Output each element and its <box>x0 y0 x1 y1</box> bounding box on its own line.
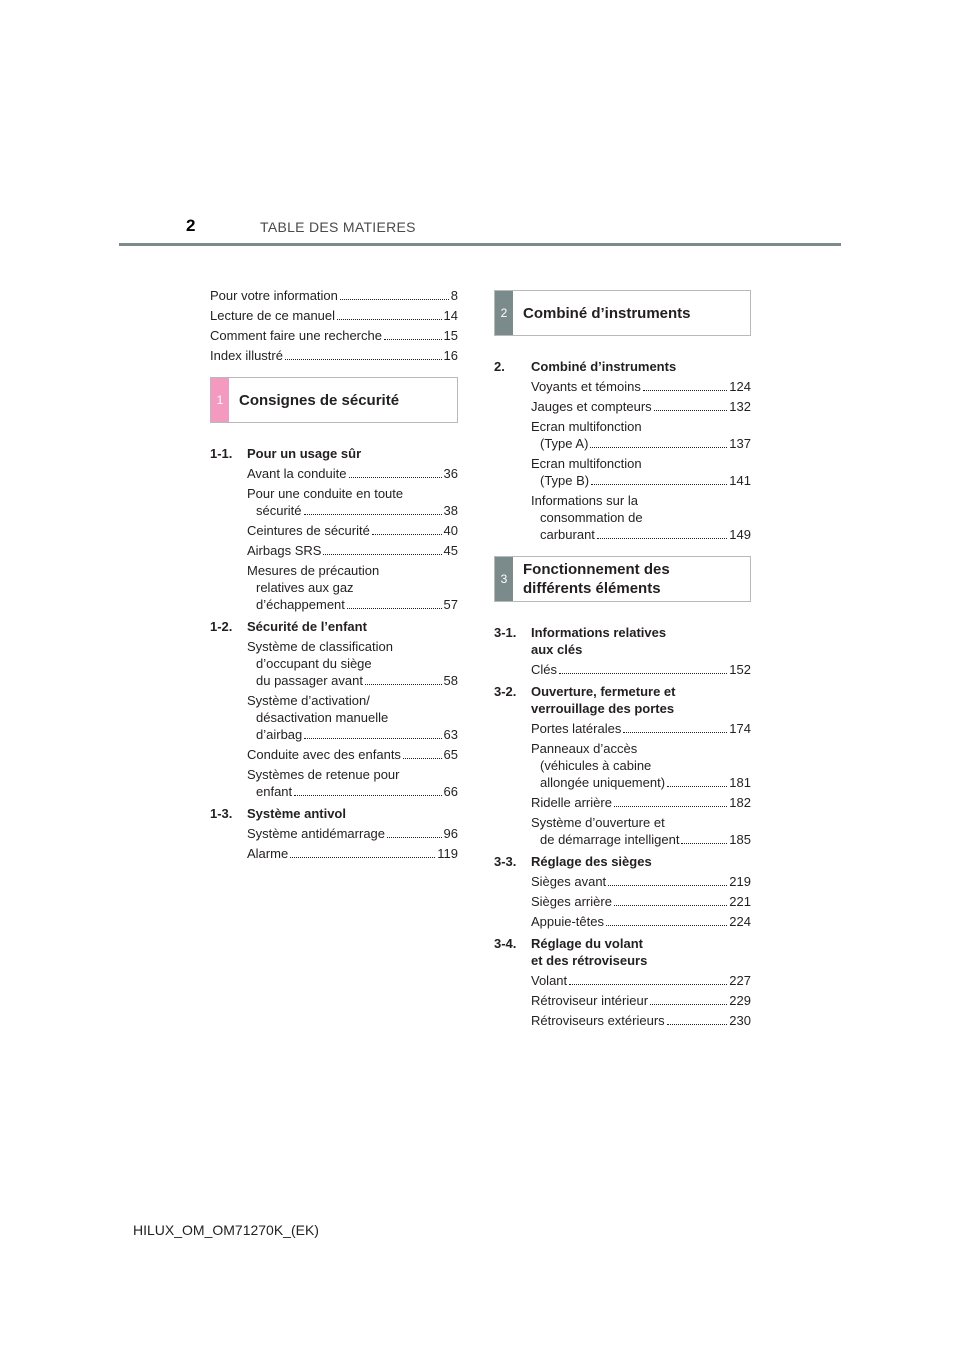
entry-title: Sièges avant <box>531 874 607 889</box>
section-heading[interactable] <box>494 683 751 717</box>
toc-entry-group <box>494 992 751 1009</box>
page-ref: 137 <box>729 436 751 451</box>
page-ref: 15 <box>443 328 458 343</box>
section-number: 3-4. <box>494 936 517 951</box>
toc-entry-group <box>494 418 751 452</box>
page-ref: 40 <box>443 523 458 538</box>
toc-entry-group <box>494 1012 751 1029</box>
entry-title-line: Ecran multifonction <box>531 456 642 471</box>
dot-leader <box>623 732 727 733</box>
entry-title: Jauges et compteurs <box>531 399 652 414</box>
chapter-1-heading[interactable] <box>210 377 458 423</box>
section-heading[interactable] <box>494 853 751 870</box>
section-title: Réglage du volant et des rétroviseurs <box>531 936 648 968</box>
toc-entry-group <box>210 465 458 482</box>
page-ref: 63 <box>443 727 458 742</box>
entry-title-line: Systèmes de retenue pour <box>247 767 400 782</box>
section-number: 1-3. <box>210 806 233 821</box>
chapter-1-sections <box>210 445 458 862</box>
entry-title-line: Système d’activation/ <box>247 693 370 708</box>
toc-entry[interactable] <box>210 307 458 324</box>
section-heading[interactable] <box>494 624 751 658</box>
dot-leader <box>608 885 727 886</box>
toc-entry-group <box>210 542 458 559</box>
entry-title: Comment faire une recherche <box>210 328 382 343</box>
entry-title: Index illustré <box>210 348 283 363</box>
entry-title: (Type B) <box>540 473 590 488</box>
dot-leader <box>654 410 728 411</box>
chapter-title: Fonctionnement des différents éléments <box>523 561 670 597</box>
toc-entry[interactable] <box>247 502 458 519</box>
entry-title: Rétroviseur intérieur <box>531 993 649 1008</box>
page-ref: 152 <box>729 662 751 677</box>
section-title: Réglage des sièges <box>531 854 652 869</box>
entry-title: Avant la conduite <box>247 466 347 481</box>
page-ref: 57 <box>443 597 458 612</box>
dot-leader <box>304 738 441 739</box>
page-title: TABLE DES MATIERES <box>260 219 416 235</box>
section-heading[interactable] <box>210 445 458 462</box>
page-ref: 38 <box>443 503 458 518</box>
toc-entry[interactable] <box>531 526 751 543</box>
entry-title: Sièges arrière <box>531 894 612 909</box>
dot-leader <box>597 538 727 539</box>
entry-title-line: Système de classification <box>247 639 393 654</box>
entry-title-line: Système d’ouverture et <box>531 815 665 830</box>
page-ref: 45 <box>443 543 458 558</box>
page-ref: 36 <box>443 466 458 481</box>
section-heading[interactable] <box>210 618 458 635</box>
toc-entry-group <box>494 972 751 989</box>
dot-leader <box>384 339 442 340</box>
toc-entry[interactable] <box>247 783 458 800</box>
toc-entry[interactable] <box>531 1012 751 1029</box>
dot-leader <box>347 608 442 609</box>
chapter-2-sections <box>494 358 751 543</box>
toc-entry[interactable] <box>247 596 458 613</box>
entry-title-line: Informations sur la <box>531 493 638 508</box>
section-number: 2. <box>494 359 505 374</box>
toc-entry-group <box>494 492 751 543</box>
toc-entry[interactable] <box>210 287 458 304</box>
page-ref: 119 <box>437 846 458 861</box>
dot-leader <box>643 390 727 391</box>
dot-leader <box>606 925 727 926</box>
entry-title: Pour votre information <box>210 288 338 303</box>
toc-entry[interactable] <box>247 522 458 539</box>
entry-title: Système antidémarrage <box>247 826 386 841</box>
toc-entry-group <box>210 845 458 862</box>
toc-entry-group <box>210 692 458 743</box>
dot-leader <box>349 477 442 478</box>
page-ref: 96 <box>443 826 458 841</box>
page-ref: 229 <box>729 993 751 1008</box>
page-ref: 141 <box>729 473 751 488</box>
chapter-title: Combiné d’instruments <box>523 304 691 322</box>
toc-entry[interactable] <box>531 972 751 989</box>
toc-entry[interactable] <box>210 347 458 364</box>
section-heading[interactable] <box>210 805 458 822</box>
toc-entry[interactable] <box>531 378 751 395</box>
toc-entry[interactable] <box>531 720 751 737</box>
entry-title: d’airbag <box>256 727 303 742</box>
entry-title: d’échappement <box>256 597 345 612</box>
dot-leader <box>614 905 727 906</box>
page-number: 2 <box>186 216 196 235</box>
page-ref: 230 <box>729 1013 751 1028</box>
entry-title: Alarme <box>247 846 289 861</box>
toc-entry-group <box>210 825 458 842</box>
section-number: 1-1. <box>210 446 233 461</box>
toc-entry[interactable] <box>247 825 458 842</box>
toc-entry-group <box>494 720 751 737</box>
section-title: Sécurité de l’enfant <box>247 619 367 634</box>
toc-entry-group <box>210 766 458 800</box>
dot-leader <box>403 758 442 759</box>
toc-entry-group <box>210 638 458 689</box>
toc-entry-group <box>210 746 458 763</box>
chapter-3-sections <box>494 624 751 1029</box>
entry-title: carburant <box>540 527 595 542</box>
page-ref: 8 <box>450 288 458 303</box>
entry-title: (Type A) <box>540 436 589 451</box>
entry-title-line: d’occupant du siège <box>256 656 372 671</box>
chapter-title: Consignes de sécurité <box>239 391 400 409</box>
toc-entry-group <box>494 378 751 395</box>
dot-leader <box>667 1024 728 1025</box>
page-ref: 124 <box>729 379 751 394</box>
toc-entry-group <box>494 455 751 489</box>
toc-entry-group <box>494 873 751 890</box>
dot-leader <box>294 795 441 796</box>
toc-entry[interactable] <box>531 398 751 415</box>
page-ref: 181 <box>729 775 751 790</box>
page-ref: 132 <box>729 399 751 414</box>
entry-title: Voyants et témoins <box>531 379 641 394</box>
toc-entry-group <box>210 562 458 613</box>
section-heading[interactable] <box>494 358 751 375</box>
section-title: Système antivol <box>247 806 346 821</box>
dot-leader <box>569 984 727 985</box>
toc-entry-group <box>210 522 458 539</box>
page-ref: 219 <box>729 874 751 889</box>
dot-leader <box>681 843 727 844</box>
toc-entry[interactable] <box>531 794 751 811</box>
toc-entry[interactable] <box>531 435 751 452</box>
toc-entry[interactable] <box>247 465 458 482</box>
toc-entry-group <box>210 485 458 519</box>
page-ref: 66 <box>443 784 458 799</box>
section-number: 1-2. <box>210 619 233 634</box>
page-ref: 14 <box>443 308 458 323</box>
toc-entry[interactable] <box>247 746 458 763</box>
entry-title-line: Pour une conduite en toute <box>247 486 404 501</box>
dot-leader <box>387 837 442 838</box>
entry-title: de démarrage intelligent <box>540 832 680 847</box>
dot-leader <box>650 1004 727 1005</box>
header-rule <box>119 243 841 246</box>
dot-leader <box>559 673 727 674</box>
toc-entry[interactable] <box>247 726 458 743</box>
entry-title-line: Mesures de précaution <box>247 563 380 578</box>
toc-entry[interactable] <box>531 831 751 848</box>
dot-leader <box>304 514 442 515</box>
section-title: Pour un usage sûr <box>247 446 362 461</box>
toc-entry-group <box>494 661 751 678</box>
section-number: 3-2. <box>494 684 517 699</box>
entry-title-line: Panneaux d’accès <box>531 741 638 756</box>
dot-leader <box>323 554 441 555</box>
page-ref: 174 <box>729 721 751 736</box>
page-ref: 185 <box>729 832 751 847</box>
toc-entry-group <box>494 740 751 791</box>
page-ref: 149 <box>729 527 751 542</box>
entry-title: Volant <box>531 973 568 988</box>
page-ref: 58 <box>443 673 458 688</box>
entry-title: allongée uniquement) <box>540 775 666 790</box>
toc-left-column <box>210 287 458 865</box>
dot-leader <box>667 786 727 787</box>
dot-leader <box>285 359 442 360</box>
toc-entry[interactable] <box>531 472 751 489</box>
dot-leader <box>590 447 727 448</box>
entry-title: Airbags SRS <box>247 543 322 558</box>
dot-leader <box>337 319 442 320</box>
entry-title: Rétroviseurs extérieurs <box>531 1013 665 1028</box>
page-ref: 16 <box>443 348 458 363</box>
toc-entry-group <box>494 398 751 415</box>
toc-entry[interactable] <box>531 774 751 791</box>
entry-title: Appuie-têtes <box>531 914 604 929</box>
document-code: HILUX_OM_OM71270K_(EK) <box>133 1222 319 1238</box>
entry-title: Ceintures de sécurité <box>247 523 370 538</box>
toc-entry[interactable] <box>247 542 458 559</box>
toc-entry-group <box>494 893 751 910</box>
chapter-2-heading[interactable] <box>494 290 751 336</box>
toc-entry[interactable] <box>531 992 751 1009</box>
dot-leader <box>591 484 727 485</box>
toc-entry[interactable] <box>531 661 751 678</box>
dot-leader <box>290 857 435 858</box>
chapter-number-tab: 1 <box>211 378 229 422</box>
intro-list <box>210 287 458 364</box>
section-title: Combiné d’instruments <box>531 359 677 374</box>
entry-title: Conduite avec des enfants <box>247 747 401 762</box>
entry-title-line: désactivation manuelle <box>256 710 389 725</box>
toc-entry-group <box>494 794 751 811</box>
page-ref: 221 <box>729 894 751 909</box>
toc-entry[interactable] <box>210 327 458 344</box>
section-title: Ouverture, fermeture et verrouillage des portes <box>531 684 676 716</box>
entry-title-line: (véhicules à cabine <box>540 758 652 773</box>
entry-title-line: relatives aux gaz <box>256 580 354 595</box>
entry-title: sécurité <box>256 503 302 518</box>
page-ref: 224 <box>729 914 751 929</box>
entry-title: Lecture de ce manuel <box>210 308 336 323</box>
toc-entry-group <box>494 913 751 930</box>
entry-title: Clés <box>531 662 558 677</box>
chapter-number-tab: 3 <box>495 557 513 601</box>
toc-entry[interactable] <box>531 893 751 910</box>
entry-title: enfant <box>256 784 293 799</box>
toc-entry[interactable] <box>531 913 751 930</box>
dot-leader <box>372 534 442 535</box>
dot-leader <box>365 684 442 685</box>
chapter-3-heading[interactable] <box>494 556 751 602</box>
toc-entry[interactable] <box>247 672 458 689</box>
entry-title: Portes latérales <box>531 721 622 736</box>
page-ref: 227 <box>729 973 751 988</box>
toc-entry-group <box>494 814 751 848</box>
entry-title-line: Ecran multifonction <box>531 419 642 434</box>
dot-leader <box>340 299 449 300</box>
section-heading[interactable] <box>494 935 751 969</box>
chapter-number-tab: 2 <box>495 291 513 335</box>
toc-entry[interactable] <box>247 845 458 862</box>
dot-leader <box>614 806 727 807</box>
toc-right-column <box>494 290 751 1032</box>
page-ref: 65 <box>443 747 458 762</box>
entry-title: du passager avant <box>256 673 363 688</box>
section-number: 3-3. <box>494 854 517 869</box>
toc-entry[interactable] <box>531 873 751 890</box>
section-number: 3-1. <box>494 625 517 640</box>
entry-title: Ridelle arrière <box>531 795 612 810</box>
section-title: Informations relatives aux clés <box>531 625 667 657</box>
page-ref: 182 <box>729 795 751 810</box>
entry-title-line: consommation de <box>540 510 643 525</box>
